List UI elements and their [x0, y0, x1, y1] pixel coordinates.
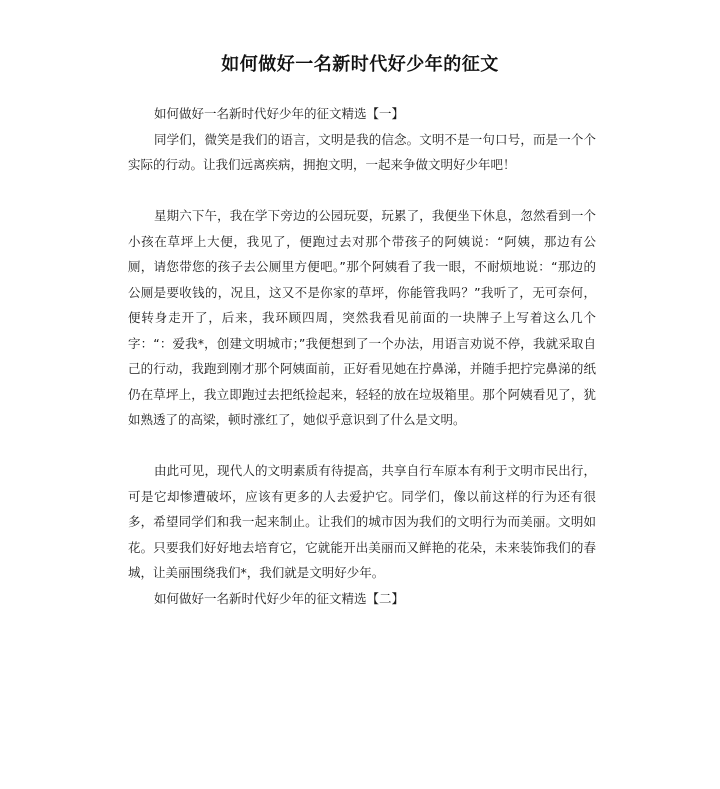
document-body: [128, 101, 596, 611]
paragraph-conclusion: 由此可见，现代人的文明素质有待提高，共享自行车原本有利于文明市民出行，可是它却惨遭破坏，应该有更多的人去爱护它。同学们，像以前这样的行为还有很多，希望同学们和我一起来制止。让我们的城市因为我们的文明行为而美丽。文明如花。只要我们好好地去培育它，它就能开出美丽而又鲜艳的花朵，未来装饰我们的春城，让美丽围绕我们*，我们就是文明好少年。: [128, 463, 596, 580]
section-heading-1: 如何做好一名新时代好少年的征文精选【一】: [154, 106, 405, 121]
paragraph-intro: 同学们，微笑是我们的语言，文明是我的信念。文明不是一句口号，而是一个个实际的行动。让我们远离疾病，拥抱文明，一起来争做文明好少年吧！: [128, 131, 596, 172]
paragraph-spacer: [128, 433, 596, 459]
paragraph-spacer: [128, 178, 596, 204]
paragraph-story: 星期六下午，我在学下旁边的公园玩耍，玩累了，我便坐下休息，忽然看到一个小孩在草坪上大便，我见了，便跑过去对那个带孩子的阿姨说：“阿姨，那边有公厕，请您带您的孩子去公厕里方便吧。”那个阿姨看了我一眼，不耐烦地说：“那边的公厕是要收钱的，况且，这又不是你家的草坪，你能管我吗？”我听了，无可奈何，便转身走开了，后来，我环顾四周，突然我看见前面的一块牌子上写着这么几个字：“：爱我*，创建文明城市；”我便想到了一个办法，用语言劝说不停，我就采取自己的行动，我跑到刚才那个阿姨面前，正好看见她在拧鼻涕，并随手把拧完鼻涕的纸仍在草坪上，我立即跑过去把纸捡起来，轻轻的放在垃圾箱里。那个阿姨看见了，犹如熟透了的高梁，顿时涨红了，她似乎意识到了什么是文明。: [128, 208, 596, 427]
document-title: 如何做好一名新时代好少年的征文: [221, 54, 499, 75]
section-heading-2: 如何做好一名新时代好少年的征文精选【二】: [154, 590, 405, 606]
